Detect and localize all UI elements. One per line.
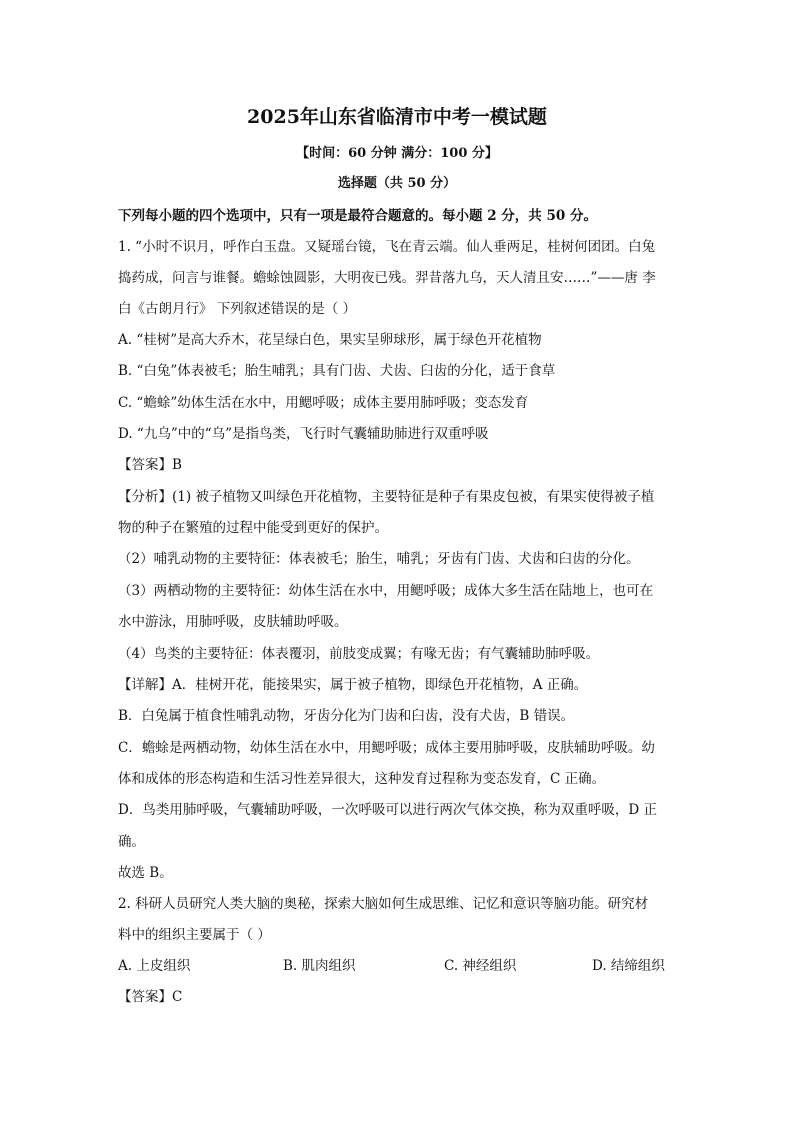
section-heading: 选择题（共 50 分） xyxy=(337,176,457,191)
q2-stem-line: 2. 科研人员研究人类大脑的奥秘，探索大脑如何生成思维、记忆和意识等脑功能。研究材 xyxy=(118,896,649,912)
q2-option-d: D. 结缔组织 xyxy=(592,958,665,974)
q1-analysis-line: （2）哺乳动物的主要特征：体表被毛；胎生，哺乳；牙齿有门齿、犬齿和臼齿的分化。 xyxy=(118,551,640,567)
q1-detail-line: C．蟾蜍是两栖动物，幼体生活在水中，用鳃呼吸；成体主要用肺呼吸，皮肤辅助呼吸。幼 xyxy=(118,740,655,756)
q1-analysis-line: 【分析】(1) 被子植物又叫绿色开花植物，主要特征是种子有果皮包被，有果实使得被子植 xyxy=(118,489,655,505)
q1-option-a: A. “桂树”是高大乔木，花呈绿白色，果实呈卵球形，属于绿色开花植物 xyxy=(118,332,542,348)
instructions: 下列每小题的四个选项中，只有一项是最符合题意的。每小题 2 分，共 50 分。 xyxy=(118,208,597,224)
q1-detail-line: B．白兔属于植食性哺乳动物，牙齿分化为门齿和臼齿，没有犬齿，B 错误。 xyxy=(118,708,575,724)
q1-analysis-line: （4）鸟类的主要特征：体表覆羽，前肢变成翼；有喙无齿；有气囊辅助肺呼吸。 xyxy=(118,646,600,662)
q1-stem-line: 1. “小时不识月，呼作白玉盘。又疑瑶台镜，飞在青云端。仙人垂两足，桂树何团团。白兔 xyxy=(118,239,656,255)
q1-stem-line: 白《古朗月行》 下列叙述错误的是（ ） xyxy=(118,301,357,317)
q1-detail-line: D．鸟类用肺呼吸，气囊辅助呼吸，一次呼吸可以进行两次气体交换，称为双重呼吸，D 正 xyxy=(118,802,657,818)
q1-option-b: B. “白兔”体表被毛；胎生哺乳；具有门齿、犬齿、臼齿的分化，适于食草 xyxy=(118,363,556,379)
q1-detail-line: 确。 xyxy=(118,834,145,850)
q1-option-d: D. “九乌”中的“乌”是指鸟类，飞行时气囊辅助肺进行双重呼吸 xyxy=(118,426,489,442)
q2-answer: 【答案】C xyxy=(118,989,183,1005)
q2-option-c: C. 神经组织 xyxy=(444,958,517,974)
q1-answer: 【答案】B xyxy=(118,457,182,473)
q2-option-b: B. 肌肉组织 xyxy=(283,958,356,974)
q1-analysis-line: 物的种子在繁殖的过程中能受到更好的保护。 xyxy=(118,520,388,536)
q2-option-a: A. 上皮组织 xyxy=(118,958,191,974)
q1-option-c: C. “蟾蜍”幼体生活在水中，用鳃呼吸；成体主要用肺呼吸；变态发育 xyxy=(118,395,529,411)
q1-detail-line: 体和成体的形态构造和生活习性差异很大，这种发育过程称为变态发育，C 正确。 xyxy=(118,771,606,787)
q1-analysis-line: （3）两栖动物的主要特征：幼体生活在水中，用鳃呼吸；成体大多生活在陆地上，也可在 xyxy=(118,583,654,599)
q1-conclusion: 故选 B。 xyxy=(118,865,173,881)
q1-detail-line: 【详解】A．桂树开花，能接果实，属于被子植物，即绿色开花植物，A 正确。 xyxy=(118,677,588,693)
q1-stem-line: 捣药成，问言与谁餐。蟾蜍蚀圆影，大明夜已残。羿昔落九乌，天人清且安……”——唐 李 xyxy=(118,270,656,286)
q2-stem-line: 料中的组织主要属于（ ） xyxy=(118,927,271,943)
q1-analysis-line: 水中游泳，用肺呼吸，皮肤辅助呼吸。 xyxy=(118,614,348,630)
exam-meta: 【时间：60 分钟 满分：100 分】 xyxy=(296,146,498,161)
exam-title: 2025年山东省临清市中考一模试题 xyxy=(247,106,547,128)
